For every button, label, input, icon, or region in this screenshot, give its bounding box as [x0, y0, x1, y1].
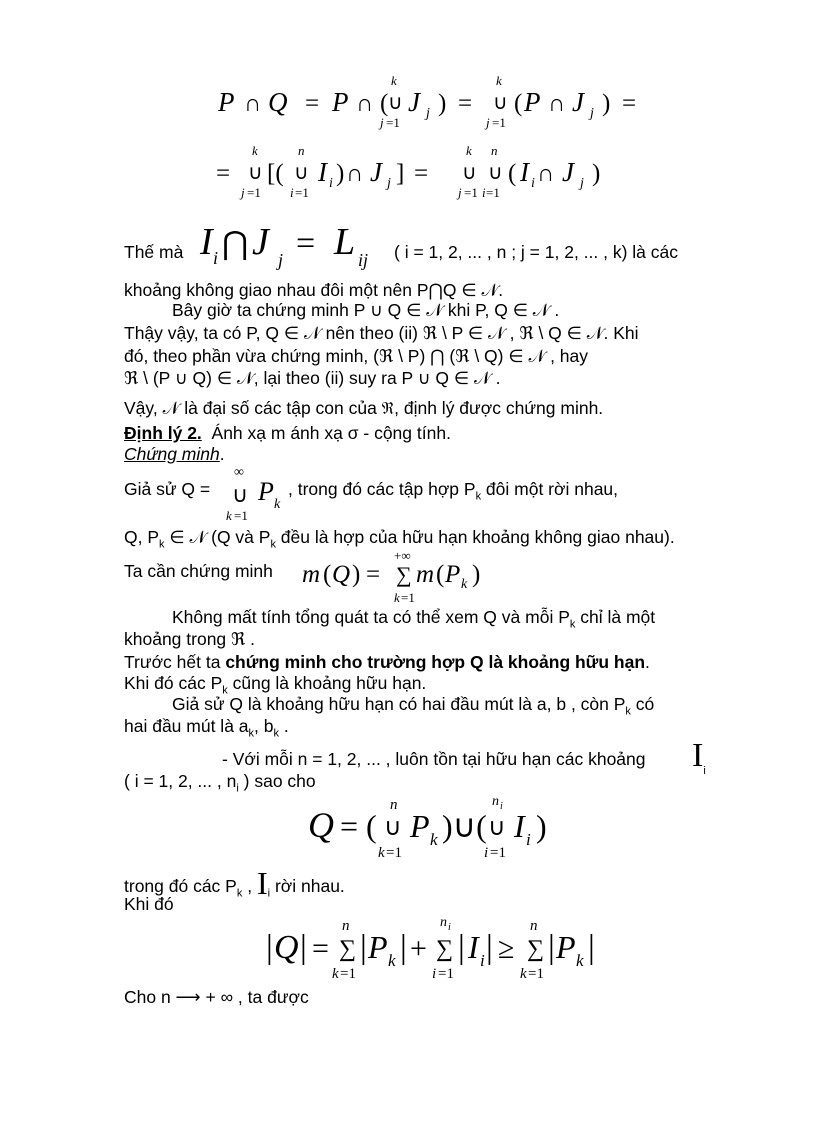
svg-text:i: i	[480, 951, 485, 970]
text-gia-su-q: Giả sử Q là khoảng hữu hạn có hai đầu mút là a, b , còn P	[172, 694, 626, 714]
svg-text:ij: ij	[358, 250, 369, 270]
svg-text:i: i	[482, 185, 486, 200]
equation-union-pk	[226, 462, 290, 522]
svg-text:=1: =1	[234, 508, 248, 522]
svg-text:j: j	[241, 185, 245, 200]
svg-text:n: n	[530, 918, 538, 934]
text-line-bay-gio: Bây giờ ta chứng minh P ∪ Q ∈ 𝒩 khi P, Q ∈ 𝒩 .	[172, 300, 560, 320]
text-trong-do-p: trong đó các P	[124, 876, 237, 896]
text-line-dau-mut	[124, 715, 289, 745]
svg-text:k: k	[394, 590, 400, 604]
svg-text:J: J	[562, 157, 574, 187]
svg-text:j: j	[590, 106, 594, 121]
svg-text:): )	[592, 160, 601, 187]
svg-text:=1: =1	[490, 845, 506, 861]
svg-text:i: i	[500, 801, 503, 812]
subscript-k: k	[248, 727, 255, 740]
text-line-truoc-het	[124, 651, 650, 673]
svg-text:∩: ∩	[548, 91, 566, 117]
text-trong-do: , trong đó các tập hợp P	[288, 479, 476, 499]
subscript-k: k	[222, 684, 228, 697]
svg-text:∑: ∑	[436, 936, 454, 962]
theorem-statement: Ánh xạ m ánh xạ σ - cộng tính.	[211, 423, 451, 443]
svg-text:|: |	[400, 929, 407, 966]
text-line-khi-do: Khi đó	[124, 894, 174, 914]
svg-text:P: P	[368, 929, 388, 965]
svg-text:P: P	[524, 87, 541, 117]
text-line-voi-moi-n: - Với mỗi n = 1, 2, ... , luôn tồn tại hữu hạn các khoảng	[222, 749, 646, 769]
svg-text:n: n	[491, 145, 498, 158]
text-end-period: .	[279, 716, 289, 736]
svg-text:i: i	[484, 845, 489, 861]
svg-text:=1: =1	[386, 115, 400, 130]
subscript-k: k	[625, 705, 631, 718]
text-i-range: ( i = 1, 2, ... , n	[124, 771, 237, 791]
svg-text:P: P	[556, 929, 576, 965]
text-khi-do-p: Khi đó các P	[124, 673, 223, 693]
svg-text:∩: ∩	[244, 91, 262, 117]
proof-word: Chứng minh	[124, 444, 220, 464]
svg-text:J: J	[370, 157, 382, 187]
svg-text:P: P	[258, 477, 274, 506]
svg-text:⋂: ⋂	[222, 225, 249, 261]
svg-text:k: k	[226, 508, 232, 522]
text-huu-han: cũng là khoảng hữu hạn.	[227, 673, 427, 693]
svg-text:k: k	[466, 145, 472, 158]
equation-length-inequality	[262, 914, 602, 984]
svg-text:=1: =1	[386, 845, 402, 861]
svg-text:I: I	[200, 221, 213, 263]
svg-text:k: k	[430, 830, 438, 849]
svg-text:∪: ∪	[493, 92, 508, 114]
svg-text:(: (	[323, 561, 332, 588]
svg-text:∪: ∪	[232, 482, 249, 507]
svg-text:n: n	[492, 795, 499, 809]
svg-text:P: P	[218, 87, 235, 117]
svg-text:j: j	[580, 176, 584, 191]
svg-text:i: i	[531, 176, 535, 191]
svg-text:∪: ∪	[384, 815, 402, 841]
svg-text:|: |	[300, 929, 307, 966]
text-q-p: Q, P	[124, 527, 160, 547]
svg-text:k: k	[252, 145, 258, 158]
subscript-k: k	[270, 538, 276, 551]
equation-union-of-intersections	[210, 145, 630, 205]
equation-interval-intersection	[196, 220, 386, 276]
svg-text:∪: ∪	[388, 92, 403, 114]
subscript-k: k	[475, 490, 482, 503]
svg-text:P: P	[410, 808, 430, 844]
svg-text:=: =	[414, 160, 429, 187]
svg-text:P: P	[332, 87, 349, 117]
text-dau-mut-a: hai đầu mút là a	[124, 716, 249, 736]
subscript-k: k	[236, 887, 243, 900]
text-truoc-het: Trước hết ta	[124, 652, 226, 672]
svg-text:k: k	[461, 577, 468, 592]
svg-text:I: I	[318, 157, 327, 187]
svg-text:[(: [(	[267, 160, 284, 187]
text-line-khoang: khoảng không giao nhau đôi một nên P⋂Q ∈ 𝒩.	[124, 280, 504, 300]
svg-text:∪: ∪	[248, 162, 263, 184]
svg-text:=: =	[340, 808, 359, 844]
svg-text:=: =	[366, 561, 381, 588]
svg-text:∩: ∩	[346, 161, 364, 187]
svg-text:|: |	[486, 929, 493, 966]
svg-text:∑: ∑	[396, 562, 412, 587]
svg-text:k: k	[520, 966, 527, 982]
svg-text:=1: =1	[295, 185, 309, 200]
text-comma: ,	[242, 876, 253, 896]
svg-text:=1: =1	[247, 185, 261, 200]
svg-text:=1: =1	[401, 590, 415, 604]
text-comma-b: , b	[254, 716, 274, 736]
svg-text:P: P	[445, 561, 461, 588]
theorem-line	[124, 422, 451, 444]
svg-text:n: n	[440, 915, 447, 930]
svg-text:|: |	[360, 929, 367, 966]
svg-text:): )	[336, 160, 345, 187]
svg-text:k: k	[378, 845, 385, 861]
svg-text:∩: ∩	[356, 91, 374, 117]
svg-text:n: n	[390, 797, 398, 813]
svg-text:k: k	[332, 966, 339, 982]
svg-text:i: i	[213, 248, 219, 268]
text-q-va-p: ∈ 𝒩 (Q và P	[164, 527, 271, 547]
svg-text:k: k	[496, 75, 502, 88]
svg-text:I: I	[514, 808, 525, 844]
symbol-big-i: I	[256, 865, 268, 901]
svg-text:∪: ∪	[488, 815, 506, 841]
svg-text:Q: Q	[274, 929, 299, 966]
equation-sigma-additivity	[298, 548, 498, 604]
subscript-k: k	[159, 538, 165, 551]
text-index-ranges: ( i = 1, 2, ... , n ; j = 1, 2, ... , k) là các	[394, 242, 678, 262]
text-line-i-range	[124, 770, 316, 800]
subscript-k: k	[569, 618, 576, 631]
text-line-thay-vay: Thậy vậy, ta có P, Q ∈ 𝒩 nên theo (ii) ℜ \ P ∈ 𝒩 , ℜ \ Q ∈ 𝒩. Khi	[124, 323, 639, 343]
svg-text:∪: ∪	[294, 162, 309, 184]
svg-text:k: k	[391, 75, 397, 88]
text-bold-case: chứng minh cho trường hợp Q là khoảng hữu hạn	[225, 652, 646, 672]
svg-text:L: L	[334, 221, 356, 263]
svg-text:j: j	[486, 115, 490, 130]
text-line-gia-su: Giả sử Q =	[124, 479, 211, 499]
svg-text:|: |	[266, 929, 273, 966]
svg-text:(: (	[380, 90, 389, 117]
svg-text:=1: =1	[340, 966, 356, 982]
svg-text:m: m	[302, 561, 321, 588]
svg-text:): )	[438, 90, 447, 117]
svg-text:+: +	[410, 932, 427, 965]
svg-text:∪: ∪	[488, 162, 503, 184]
text-line-khoang-trong: khoảng trong ℜ .	[124, 629, 255, 649]
svg-text:): )	[536, 808, 547, 844]
svg-text:∑: ∑	[339, 936, 357, 962]
text-co: có	[630, 694, 655, 714]
svg-text:=: =	[312, 932, 329, 965]
svg-text:=: =	[622, 90, 637, 117]
svg-text:j: j	[380, 115, 384, 130]
text-sao-cho: ) sao cho	[238, 771, 316, 791]
svg-text:=1: =1	[492, 115, 506, 130]
svg-text:I: I	[468, 929, 479, 965]
text-period: .	[645, 652, 650, 672]
symbol-big-i: $I_i$	[692, 737, 706, 777]
svg-text:j: j	[458, 185, 462, 200]
text-line-r-minus: ℜ \ (P ∪ Q) ∈ 𝒩, lại theo (ii) suy ra P ∪ Q ∈ 𝒩 .	[124, 368, 501, 388]
text-line-can-chung-minh: Ta cần chứng minh	[124, 561, 273, 581]
svg-text:Q: Q	[268, 87, 288, 117]
text-line-do-theo: đó, theo phần vừa chứng minh, (ℜ \ P) ⋂ (ℜ \ Q) ∈ 𝒩 , hay	[124, 346, 589, 366]
svg-text:+∞: +∞	[394, 548, 411, 563]
svg-text:Q: Q	[332, 561, 351, 588]
svg-text:=1: =1	[438, 966, 454, 982]
svg-text:j: j	[426, 106, 430, 121]
svg-text:i: i	[526, 830, 531, 849]
proof-label: Chứng minh.	[124, 444, 225, 464]
svg-text:j: j	[278, 250, 284, 270]
svg-text:≥: ≥	[498, 932, 515, 965]
svg-text:=1: =1	[486, 185, 500, 200]
text-hop-huu-han: đều là hợp của hữu hạn khoảng không giao nhau).	[275, 527, 675, 547]
text-doi-mot: đôi một rời nhau,	[481, 479, 619, 499]
svg-text:k: k	[388, 951, 396, 970]
subscript-i: i	[236, 782, 239, 795]
theorem-label: Định lý 2.	[124, 423, 202, 443]
svg-text:=1: =1	[528, 966, 544, 982]
svg-text:i: i	[290, 185, 294, 200]
text-khong-mat: Không mất tính tổng quát ta có thể xem Q và mỗi P	[172, 607, 570, 627]
svg-text:): )	[472, 561, 481, 588]
svg-text:i: i	[448, 922, 451, 933]
equation-q-decomposition	[304, 795, 574, 863]
svg-text:(: (	[508, 160, 517, 187]
svg-text:(: (	[514, 90, 523, 117]
svg-text:=: =	[305, 90, 320, 117]
svg-text:k: k	[576, 951, 584, 970]
svg-text:): )	[602, 90, 611, 117]
svg-text:]: ]	[396, 160, 405, 187]
svg-text:(: (	[366, 808, 377, 844]
svg-text:=: =	[458, 90, 473, 117]
subscript-i: i	[267, 887, 271, 900]
svg-text:J: J	[408, 87, 420, 117]
text-the-ma: Thế mà	[124, 242, 184, 262]
svg-text:∑: ∑	[527, 936, 545, 962]
svg-text:|: |	[548, 929, 555, 966]
svg-text:j: j	[387, 176, 391, 191]
text-chi-la-mot: chỉ là một	[575, 607, 656, 627]
svg-text:J: J	[252, 221, 269, 263]
text-line-vay: Vậy, 𝒩 là đại số các tập con của ℜ, định lý được chứng minh.	[124, 398, 604, 418]
svg-text:i: i	[329, 176, 333, 191]
svg-text:n: n	[298, 145, 305, 158]
svg-text:=: =	[216, 160, 231, 187]
svg-text:∪: ∪	[462, 162, 477, 184]
subscript-i: i	[703, 764, 706, 777]
text-line-the-ma	[124, 241, 183, 263]
text-disjoint-sets	[288, 478, 618, 508]
svg-text:J: J	[572, 87, 584, 117]
text-roi-nhau: rời nhau.	[270, 876, 345, 896]
svg-text:i: i	[432, 966, 437, 982]
equation-intersection-expansion	[210, 75, 650, 135]
svg-text:n: n	[342, 918, 350, 934]
svg-text:∩: ∩	[537, 161, 555, 187]
subscript-k: k	[273, 727, 279, 740]
svg-text:=1: =1	[464, 185, 478, 200]
svg-text:)∪(: )∪(	[442, 808, 487, 844]
svg-text:|: |	[588, 929, 595, 966]
svg-text:(: (	[436, 561, 445, 588]
svg-text:m: m	[416, 561, 435, 588]
svg-text:): )	[352, 561, 361, 588]
svg-text:I: I	[520, 157, 529, 187]
svg-text:Q: Q	[308, 805, 334, 845]
svg-text:|: |	[458, 929, 465, 966]
svg-text:k: k	[274, 497, 281, 512]
svg-text:=: =	[296, 225, 316, 262]
text-line-cho-n: Cho n ⟶ + ∞ , ta được	[124, 987, 309, 1007]
svg-text:∞: ∞	[234, 465, 244, 480]
